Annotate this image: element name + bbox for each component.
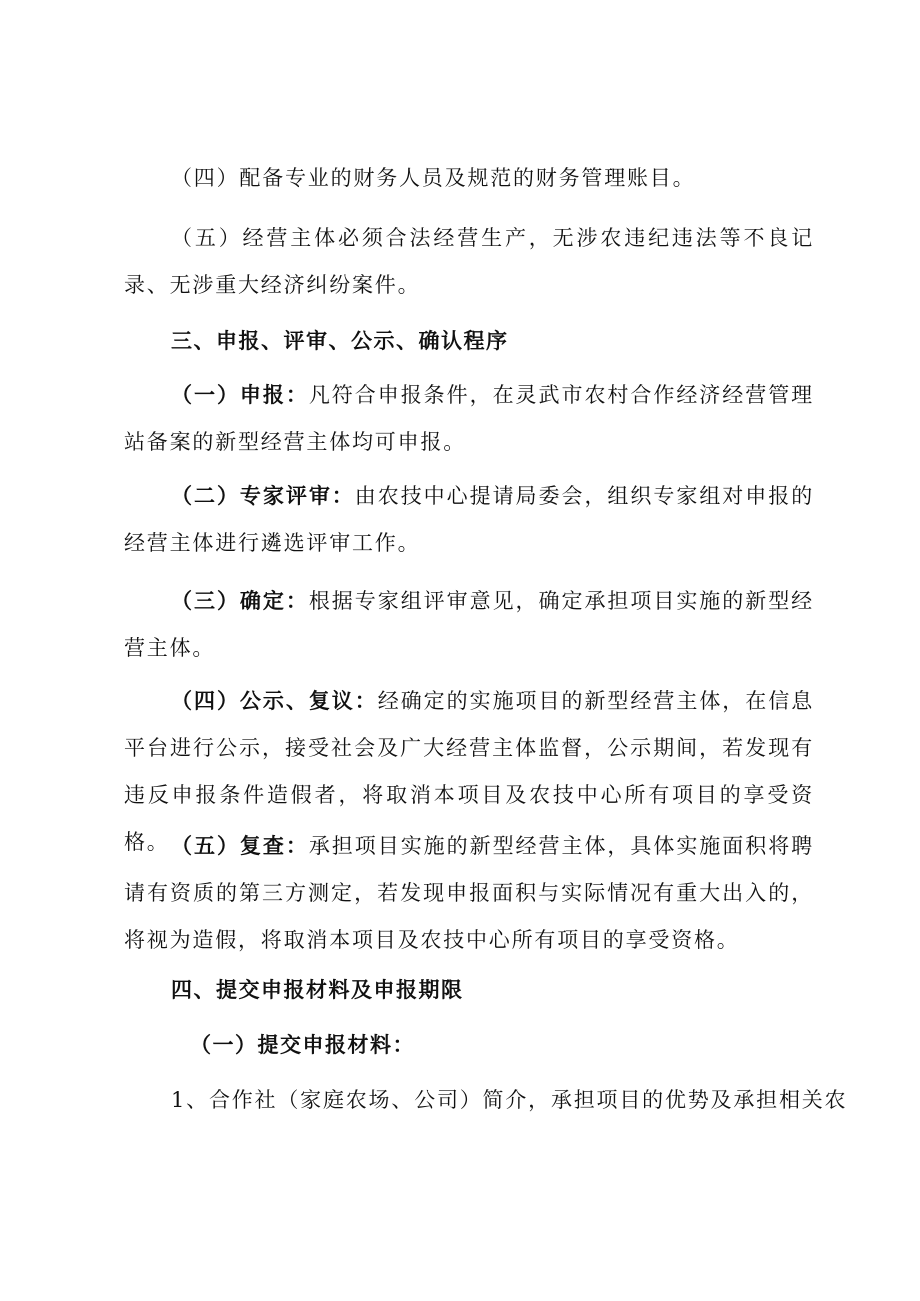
paragraph-lead: （二）专家评审： [171,484,355,508]
paragraph-lead: （三）确定： [171,589,309,613]
list-item-cooperative-profile: 1、合作社（家庭农场、公司）简介，承担项目的优势及承担相关农 [171,1088,848,1112]
paragraph-lead: （一）申报： [171,383,309,407]
section-heading-procedure: 三、申报、评审、公示、确认程序 [171,329,509,353]
paragraph-application [124,372,814,466]
paragraph-legal-operation: （五）经营主体必须合法经营生产，无涉农违纪违法等不良记录、无涉重大经济纠纷案件。 [124,226,814,297]
paragraph-financial-staff: （四）配备专业的财务人员及规范的财务管理账目。 [171,166,696,190]
paragraph-text: 由农技中心提请局委会，组织专家组对申报的经营主体进行遴选评审工作。 [124,484,814,555]
paragraph-expert-review [124,473,814,567]
paragraph-text: 根据专家组评审意见，确定承担项目实施的新型经营主体。 [124,589,814,660]
paragraph-confirmation [124,578,814,672]
paragraph-lead: （五）复查： [171,834,309,858]
paragraph-recheck [124,823,814,964]
paragraph-text: 凡符合申报条件，在灵武市农村合作经济经营管理站备案的新型经营主体均可申报。 [124,383,814,454]
paragraph-text: 经确定的实施项目的新型经营主体，在信息平台进行公示，接受社会及广大经营主体监督，公示期间，若发现有违反申报条件造假者，将取消本项目及农技中心所有项目的享受资格。 [124,689,814,854]
subsection-heading-materials: （一）提交申报材料： [190,1033,415,1057]
section-heading-materials: 四、提交申报材料及申报期限 [171,978,464,1002]
paragraph-text: 承担项目实施的新型经营主体，具体实施面积将聘请有资质的第三方测定，若发现申报面积与实际情况有重大出入的，将视为造假，将取消本项目及农技中心所有项目的享受资格。 [124,834,814,952]
paragraph-lead: （四）公示、复议： [171,689,378,713]
